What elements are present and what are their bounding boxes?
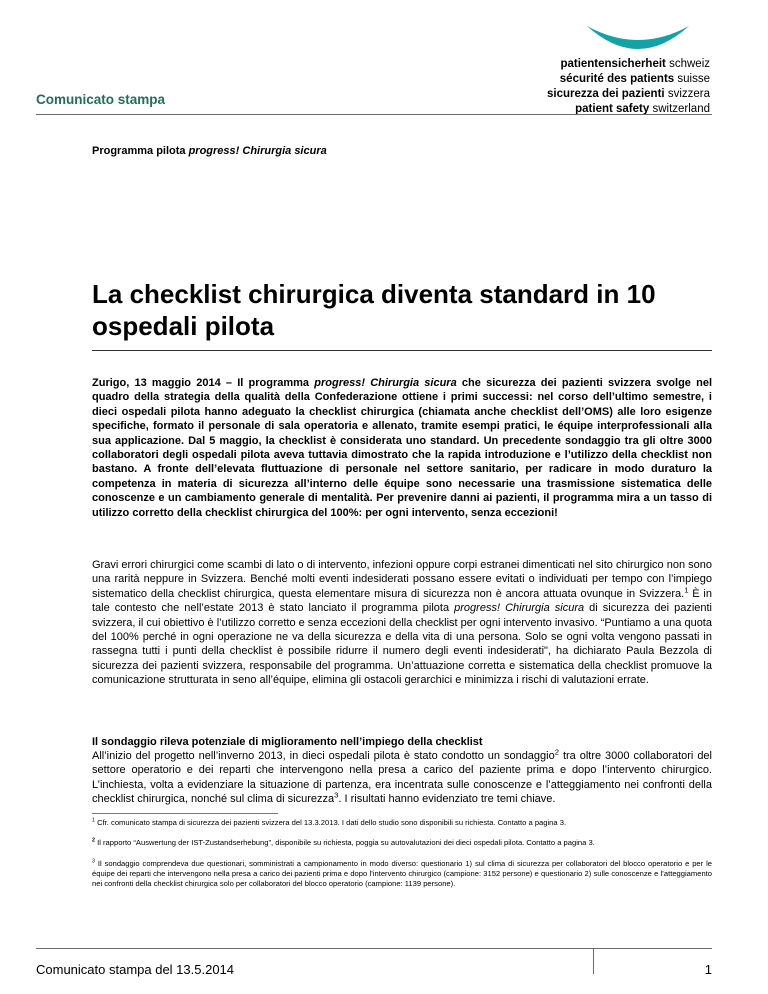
page-title: La checklist chirurgica diventa standard in 10 ospedali pilota — [92, 279, 656, 341]
org-name-de: patientensicherheit schweiz — [560, 58, 710, 70]
org-name-en: patient safety switzerland — [575, 103, 710, 115]
footnote-ref-1: 1 — [684, 585, 689, 595]
program-line: Programma pilota progress! Chirurgia sicura — [92, 145, 327, 157]
footnote-1: $^1$ Cfr. comunicato stampa di sicurezza dei pazienti svizzera del 13.3.2013. I dati dello studio sono disponibili su richiesta. Contatto a pagina 3. — [92, 817, 567, 827]
footnote-ref-2: 2 — [554, 747, 560, 757]
footer-label: Comunicato stampa del 13.5.2014 — [36, 962, 235, 977]
header-divider — [36, 114, 712, 115]
title-divider — [92, 350, 712, 351]
page-number: 1 — [704, 962, 712, 977]
footnote-ref-3: 3 — [334, 790, 339, 800]
body-paragraph-2: All’inizio del progetto nell’inverno 2013, in dieci ospedali pilota è stato condotto un sondaggio$^2$ tra oltre 3000 collaboratori del settore operatorio e dei reparti che intervengono nella presa a carico del paziente prima e dopo l’intervento chirurgico. L’inchiesta, volta a evidenziare la situazione di partenza, era incentrata sulle conoscenze e l’atteggiamento nei confronti della checklist chirurgica, nonché sul clima di sicurezza$^3$. I risultati hanno evidenziato tre temi chiave. — [92, 747, 712, 806]
footer-vertical-divider — [593, 948, 594, 974]
lead-paragraph: Zurigo, 13 maggio 2014 – Il programma progress! Chirurgia sicura che sicurezza dei pazienti svizzera svolge nel quadro della strategia della qualità della Confederazione ottiene i primi successi: nel corso dell’ultimo semestre, i dieci ospedali pilota hanno adeguato la checklist chirurgica (chiamata anche checklist dell’OMS) alle loro esigenze specifiche, formato il personale di sala operatoria e allenato, tramite esempi pratici, le équipe interprofessionali alla sua applicazione. Dal 5 maggio, la checklist è considerata uno standard. Un precedente sondaggio tra gli oltre 3000 collaboratori degli ospedali pilota aveva tuttavia dimostrato che la rapida introduzione e l’utilizzo della checklist non bastano. A fronte dell’elevata fluttuazione di personale nel settore sanitario, per radicare in modo duraturo la competenza in materia di sicurezza all’interno delle équipe sono necessarie una trasmissione sistematica delle conoscenze e un cambiamento generale di mentalità. Per prevenire danni ai pazienti, il programma mira a un tasso di utilizzo corretto della checklist chirurgica del 100%: per ogni intervento, senza eccezioni! — [92, 377, 713, 519]
footnote-2: $^2$ Il rapporto “Auswertung der IST-Zustandserhebung”, disponibile su richiesta, poggia su autovalutazioni dei dieci ospedali pilota. Contatto a pagina 3. — [92, 837, 595, 847]
org-name-fr: sécurité des patients suisse — [559, 73, 710, 85]
press-release-label: Comunicato stampa — [36, 92, 166, 107]
footnote-divider — [92, 813, 278, 814]
section-heading: Il sondaggio rileva potenziale di miglioramento nell’impiego della checklist — [92, 736, 483, 748]
logo-arc-icon — [583, 20, 693, 56]
org-name-it: sicurezza dei pazienti svizzera — [547, 88, 710, 100]
body-paragraph-1: Gravi errori chirurgici come scambi di lato o di intervento, infezioni oppure corpi estranei dimenticati nel sito chirurgico non sono una rarità neppure in Svizzera. Benché molti eventi indesiderati possano essere evitati o individuati per tempo con l’impiego sistematico della checklist chirurgica, questa elementare misura di sicurezza non è ancora attuata ovunque in Svizzera.$^1$ È in tale contesto che nell’estate 2013 è stato lanciato il programma pilota progress! Chirurgia sicura di sicurezza dei pazienti svizzera, il cui obiettivo è l’utilizzo corretto e senza eccezioni della checklist per ogni intervento invasivo. “Puntiamo a una quota del 100% perché in ogni operazione ne va della sicurezza e della vita di una persona. Solo se ogni volta vengono passati in rassegna tutti i punti della checklist è possibile ridurre il numero degli eventi indesiderati", ha dichiarato Paula Bezzola di sicurezza dei pazienti svizzera, responsabile del programma. Un’attuazione corretta e sistematica della checklist promuove la comunicazione strutturata in seno all’équipe, elimina gli ostacoli gerarchici e minimizza i rischi di valutazioni errate. — [92, 559, 713, 687]
footnote-3: $^3$ Il sondaggio comprendeva due questionari, somministrati a campionamento in modo diverso: questionario 1) sul clima di sicurezza per collaboratori del blocco operatorio e per le équipe dei reparti che intervengono nella presa a carico dei pazienti prima e dopo l’intervento chirurgico (campione: 3152 persone) e questionario 2) sulle conoscenze e l’atteggiamento nei confronti della checklist chirurgica solo per collaboratori del blocco operatorio (campione: 1139 persone). — [92, 858, 712, 888]
footer-divider — [36, 948, 712, 949]
